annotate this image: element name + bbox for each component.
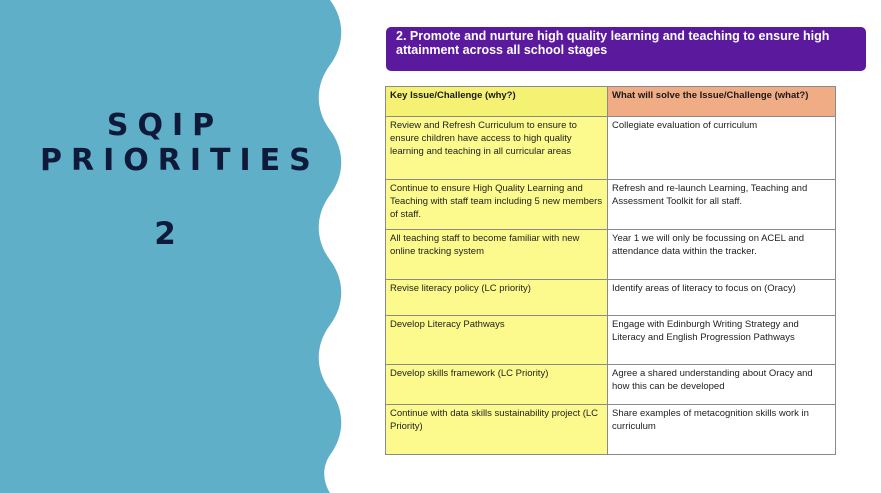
table-row [386,180,836,230]
issue-cell: Continue with data skills sustainability project (LC Priority) [386,405,608,455]
header-key-issue: Key Issue/Challenge (why?) [386,87,608,117]
priority-banner: 2. Promote and nurture high quality learning and teaching to ensure high attainment across all school stages [386,27,866,71]
table-header-row [386,87,836,117]
solution-cell: Identify areas of literacy to focus on (Oracy) [608,280,836,316]
title-line-priorities: PRIORITIES [40,143,320,178]
slide-title [40,108,320,252]
header-solution: What will solve the Issue/Challenge (what?) [608,87,836,117]
issue-cell: All teaching staff to become familiar with new online tracking system [386,230,608,280]
issue-cell: Continue to ensure High Quality Learning and Teaching with staff team including 5 new members of staff. [386,180,608,230]
table-row [386,117,836,180]
issues-table [385,86,836,455]
title-line-sqip: SQIP [106,108,224,143]
issue-cell: Revise literacy policy (LC priority) [386,280,608,316]
solution-cell: Engage with Edinburgh Writing Strategy and Literacy and English Progression Pathways [608,316,836,365]
solution-cell: Agree a shared understanding about Oracy and how this can be developed [608,365,836,405]
table-row [386,230,836,280]
table-row [386,405,836,455]
issue-cell: Develop Literacy Pathways [386,316,608,365]
solution-cell: Collegiate evaluation of curriculum [608,117,836,180]
table-row [386,365,836,405]
solution-cell: Year 1 we will only be focussing on ACEL and attendance data within the tracker. [608,230,836,280]
solution-cell: Refresh and re-launch Learning, Teaching and Assessment Toolkit for all staff. [608,180,836,230]
table-row [386,280,836,316]
solution-cell: Share examples of metacognition skills work in curriculum [608,405,836,455]
issue-cell: Develop skills framework (LC Priority) [386,365,608,405]
table-row [386,316,836,365]
priority-number: 2 [154,216,176,252]
issue-cell: Review and Refresh Curriculum to ensure to ensure children have access to high quality learning and teaching in all curricular areas [386,117,608,180]
